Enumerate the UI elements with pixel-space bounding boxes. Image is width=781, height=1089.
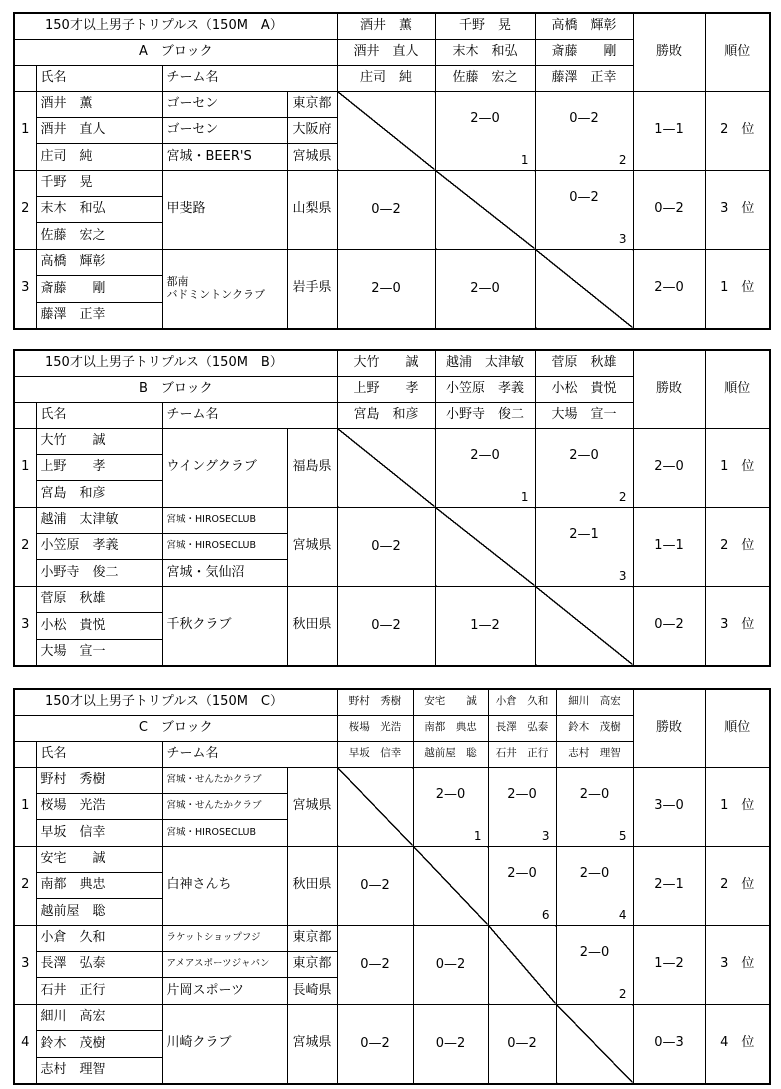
prefecture: 大阪府 xyxy=(287,117,337,143)
opponent-header: 細川 高宏 xyxy=(556,689,633,715)
self-match-cell xyxy=(337,767,413,846)
match-score: 0—2 xyxy=(371,538,401,554)
player-name: 大竹 誠 xyxy=(36,428,162,454)
match-score: 0—2 xyxy=(360,956,390,972)
self-match-cell xyxy=(337,428,435,507)
player-name: 安宅 誠 xyxy=(36,846,162,872)
win-loss: 1—2 xyxy=(633,925,705,1004)
self-match-cell xyxy=(535,586,633,666)
col-header-winloss: 勝敗 xyxy=(633,689,705,767)
prefecture: 秋田県 xyxy=(287,586,337,666)
opponent-header: 安宅 誠 xyxy=(413,689,488,715)
match-result xyxy=(337,925,413,1004)
opponent-header: 小笠原 孝義 xyxy=(435,376,535,402)
col-header-team: チーム名 xyxy=(162,402,337,428)
club-name: 千秋クラブ xyxy=(162,586,287,666)
match-order: 3 xyxy=(541,829,550,844)
player-name: 小野寺 俊二 xyxy=(36,560,162,586)
col-header-team: チーム名 xyxy=(162,65,337,91)
club-name: 片岡スポーツ xyxy=(162,978,287,1004)
self-match-cell xyxy=(435,170,535,249)
opponent-header: 小野寺 俊二 xyxy=(435,402,535,428)
team-number: 4 xyxy=(14,1004,36,1084)
win-loss: 0—2 xyxy=(633,170,705,249)
opponent-header: 石井 正行 xyxy=(488,741,556,767)
prefecture: 秋田県 xyxy=(287,846,337,925)
match-order: 2 xyxy=(618,490,627,505)
opponent-header: 越前屋 聡 xyxy=(413,741,488,767)
win-loss: 0—3 xyxy=(633,1004,705,1084)
match-result xyxy=(556,925,633,1004)
win-loss: 2—1 xyxy=(633,846,705,925)
col-header-winloss: 勝敗 xyxy=(633,13,705,91)
empty-cell xyxy=(14,402,36,428)
match-score: 0—2 xyxy=(360,877,390,893)
win-loss: 2—0 xyxy=(633,428,705,507)
player-name: 志村 理智 xyxy=(36,1057,162,1084)
rank: 1 位 xyxy=(705,249,770,329)
match-score: 0—2 xyxy=(435,1035,466,1051)
match-score: 0—2 xyxy=(507,1035,537,1051)
player-name: 細川 高宏 xyxy=(36,1004,162,1031)
match-score: 0—2 xyxy=(371,617,401,633)
player-name: 宮島 和彦 xyxy=(36,481,162,507)
team-number: 2 xyxy=(14,170,36,249)
match-result xyxy=(535,170,633,249)
opponent-header: 菅原 秋雄 xyxy=(535,350,633,376)
opponent-header: 小松 貴悦 xyxy=(535,376,633,402)
match-score: 0—2 xyxy=(569,189,599,205)
match-result xyxy=(337,249,435,329)
match-result xyxy=(535,428,633,507)
block-label: B ブロック xyxy=(14,376,337,402)
match-score: 2—0 xyxy=(371,280,401,296)
opponent-header: 上野 孝 xyxy=(337,376,435,402)
club-name: 宮城・せんたかクラブ xyxy=(162,793,287,819)
opponent-header: 宮島 和彦 xyxy=(337,402,435,428)
results-table-a xyxy=(13,12,771,330)
block-title: 150才以上男子トリプルス（150M A） xyxy=(14,13,337,39)
col-header-team: チーム名 xyxy=(162,741,337,767)
team-number: 2 xyxy=(14,846,36,925)
prefecture: 宮城県 xyxy=(287,1004,337,1084)
block-title: 150才以上男子トリプルス（150M C） xyxy=(14,689,337,715)
club-name: 宮城・BEER'S xyxy=(162,144,287,170)
match-score: 2—0 xyxy=(579,944,610,960)
player-name: 酒井 薫 xyxy=(36,91,162,117)
player-name: 藤澤 正幸 xyxy=(36,302,162,329)
match-result xyxy=(435,91,535,170)
player-name: 鈴木 茂樹 xyxy=(36,1031,162,1058)
match-score: 2—0 xyxy=(579,786,610,802)
team-number: 2 xyxy=(14,507,36,586)
opponent-header: 小倉 久和 xyxy=(488,689,556,715)
player-name: 南都 典忠 xyxy=(36,872,162,898)
player-name: 大場 宣一 xyxy=(36,639,162,666)
player-name: 小笠原 孝義 xyxy=(36,533,162,559)
match-result xyxy=(413,925,488,1004)
match-order: 3 xyxy=(618,232,627,247)
match-result xyxy=(337,507,435,586)
player-name: 越浦 太津敏 xyxy=(36,507,162,533)
player-name: 小倉 久和 xyxy=(36,925,162,951)
player-name: 酒井 直人 xyxy=(36,117,162,143)
match-order: 2 xyxy=(618,153,627,168)
col-header-rank: 順位 xyxy=(705,689,770,767)
match-score: 2—0 xyxy=(507,865,537,881)
match-result xyxy=(337,586,435,666)
player-name: 長澤 弘泰 xyxy=(36,951,162,977)
prefecture: 東京都 xyxy=(287,951,337,977)
match-score: 0—2 xyxy=(435,956,466,972)
match-result xyxy=(435,428,535,507)
self-match-cell xyxy=(488,925,556,1004)
match-order: 1 xyxy=(520,490,529,505)
col-header-name: 氏名 xyxy=(36,65,162,91)
self-match-cell xyxy=(556,1004,633,1084)
player-name: 野村 秀樹 xyxy=(36,767,162,793)
rank: 1 位 xyxy=(705,428,770,507)
player-name: 越前屋 聡 xyxy=(36,899,162,925)
match-score: 2—0 xyxy=(470,110,500,126)
team-number: 1 xyxy=(14,91,36,170)
rank: 3 位 xyxy=(705,170,770,249)
prefecture: 宮城県 xyxy=(287,144,337,170)
club-name: 川崎クラブ xyxy=(162,1004,287,1084)
player-name: 石井 正行 xyxy=(36,978,162,1004)
block-title: 150才以上男子トリプルス（150M B） xyxy=(14,350,337,376)
opponent-header: 庄司 純 xyxy=(337,65,435,91)
match-score: 2—0 xyxy=(579,865,610,881)
match-score: 0—2 xyxy=(569,110,599,126)
team-number: 1 xyxy=(14,767,36,846)
match-result xyxy=(556,767,633,846)
match-order: 6 xyxy=(541,908,550,923)
club-name: ゴーセン xyxy=(162,117,287,143)
prefecture: 福島県 xyxy=(287,428,337,507)
club-name: 甲斐路 xyxy=(162,170,287,249)
club-name: 白神さんち xyxy=(162,846,287,925)
col-header-winloss: 勝敗 xyxy=(633,350,705,428)
match-score: 2—0 xyxy=(470,280,500,296)
match-order: 3 xyxy=(618,569,627,584)
rank: 3 位 xyxy=(705,925,770,1004)
match-score: 2—0 xyxy=(569,447,599,463)
self-match-cell xyxy=(435,507,535,586)
player-name: 佐藤 宏之 xyxy=(36,223,162,249)
match-order: 4 xyxy=(618,908,627,923)
club-name: 宮城・HIROSECLUB xyxy=(162,507,287,533)
match-result xyxy=(413,1004,488,1084)
match-order: 1 xyxy=(473,829,482,844)
team-number: 1 xyxy=(14,428,36,507)
opponent-header: 早坂 信幸 xyxy=(337,741,413,767)
player-name: 斎藤 剛 xyxy=(36,276,162,303)
player-name: 高橋 輝彰 xyxy=(36,249,162,276)
empty-cell xyxy=(14,741,36,767)
match-score: 2—0 xyxy=(435,786,466,802)
prefecture: 東京都 xyxy=(287,925,337,951)
rank: 2 位 xyxy=(705,91,770,170)
rank: 1 位 xyxy=(705,767,770,846)
team-number: 3 xyxy=(14,925,36,1004)
club-name: 宮城・せんたかクラブ xyxy=(162,767,287,793)
match-score: 2—1 xyxy=(569,526,599,542)
empty-cell xyxy=(14,65,36,91)
opponent-header: 志村 理智 xyxy=(556,741,633,767)
match-order: 1 xyxy=(520,153,529,168)
club-name: アメアスポーツジャパン xyxy=(162,951,287,977)
prefecture: 宮城県 xyxy=(287,507,337,586)
team-number: 3 xyxy=(14,586,36,666)
opponent-header: 末木 和弘 xyxy=(435,39,535,65)
match-result xyxy=(488,1004,556,1084)
club-name: ラケットショップフジ xyxy=(162,925,287,951)
win-loss: 1—1 xyxy=(633,91,705,170)
opponent-header: 高橋 輝彰 xyxy=(535,13,633,39)
player-name: 上野 孝 xyxy=(36,454,162,480)
match-result xyxy=(535,91,633,170)
opponent-header: 佐藤 宏之 xyxy=(435,65,535,91)
match-result xyxy=(435,586,535,666)
opponent-header: 酒井 直人 xyxy=(337,39,435,65)
win-loss: 1—1 xyxy=(633,507,705,586)
opponent-header: 千野 晃 xyxy=(435,13,535,39)
block-label: A ブロック xyxy=(14,39,337,65)
self-match-cell xyxy=(413,846,488,925)
club-name: 都南 バドミントンクラブ xyxy=(162,249,287,329)
col-header-name: 氏名 xyxy=(36,741,162,767)
win-loss: 2—0 xyxy=(633,249,705,329)
match-score: 1—2 xyxy=(470,617,500,633)
results-table-b xyxy=(13,349,771,667)
player-name: 桜場 光浩 xyxy=(36,793,162,819)
match-order: 5 xyxy=(618,829,627,844)
opponent-header: 大場 宣一 xyxy=(535,402,633,428)
opponent-header: 酒井 薫 xyxy=(337,13,435,39)
opponent-header: 斎藤 剛 xyxy=(535,39,633,65)
player-name: 早坂 信幸 xyxy=(36,820,162,846)
col-header-rank: 順位 xyxy=(705,350,770,428)
col-header-name: 氏名 xyxy=(36,402,162,428)
match-score: 0—2 xyxy=(360,1035,390,1051)
match-score: 2—0 xyxy=(507,786,537,802)
rank: 4 位 xyxy=(705,1004,770,1084)
match-result xyxy=(337,1004,413,1084)
opponent-header: 鈴木 茂樹 xyxy=(556,715,633,741)
prefecture: 東京都 xyxy=(287,91,337,117)
match-result xyxy=(535,507,633,586)
opponent-header: 藤澤 正幸 xyxy=(535,65,633,91)
opponent-header: 長澤 弘泰 xyxy=(488,715,556,741)
player-name: 菅原 秋雄 xyxy=(36,586,162,613)
prefecture: 宮城県 xyxy=(287,767,337,846)
player-name: 末木 和弘 xyxy=(36,196,162,222)
self-match-cell xyxy=(337,91,435,170)
col-header-rank: 順位 xyxy=(705,13,770,91)
match-result xyxy=(337,846,413,925)
player-name: 小松 貴悦 xyxy=(36,613,162,640)
prefecture: 岩手県 xyxy=(287,249,337,329)
prefecture: 長崎県 xyxy=(287,978,337,1004)
self-match-cell xyxy=(535,249,633,329)
opponent-header: 野村 秀樹 xyxy=(337,689,413,715)
match-result xyxy=(337,170,435,249)
block-label: C ブロック xyxy=(14,715,337,741)
club-name: ゴーセン xyxy=(162,91,287,117)
win-loss: 0—2 xyxy=(633,586,705,666)
opponent-header: 大竹 誠 xyxy=(337,350,435,376)
match-result xyxy=(413,767,488,846)
match-score: 2—0 xyxy=(470,447,500,463)
rank: 2 位 xyxy=(705,507,770,586)
club-name: 宮城・HIROSECLUB xyxy=(162,820,287,846)
club-name: 宮城・気仙沼 xyxy=(162,560,287,586)
player-name: 千野 晃 xyxy=(36,170,162,196)
player-name: 庄司 純 xyxy=(36,144,162,170)
prefecture: 山梨県 xyxy=(287,170,337,249)
win-loss: 3—0 xyxy=(633,767,705,846)
opponent-header: 桜場 光浩 xyxy=(337,715,413,741)
team-number: 3 xyxy=(14,249,36,329)
match-result xyxy=(556,846,633,925)
opponent-header: 南都 典忠 xyxy=(413,715,488,741)
match-order: 2 xyxy=(618,987,627,1002)
match-result xyxy=(488,846,556,925)
match-score: 0—2 xyxy=(371,201,401,217)
rank: 3 位 xyxy=(705,586,770,666)
opponent-header: 越浦 太津敏 xyxy=(435,350,535,376)
rank: 2 位 xyxy=(705,846,770,925)
club-name: 宮城・HIROSECLUB xyxy=(162,533,287,559)
results-table-c xyxy=(13,688,771,1085)
match-result xyxy=(435,249,535,329)
club-name: ウイングクラブ xyxy=(162,428,287,507)
match-result xyxy=(488,767,556,846)
